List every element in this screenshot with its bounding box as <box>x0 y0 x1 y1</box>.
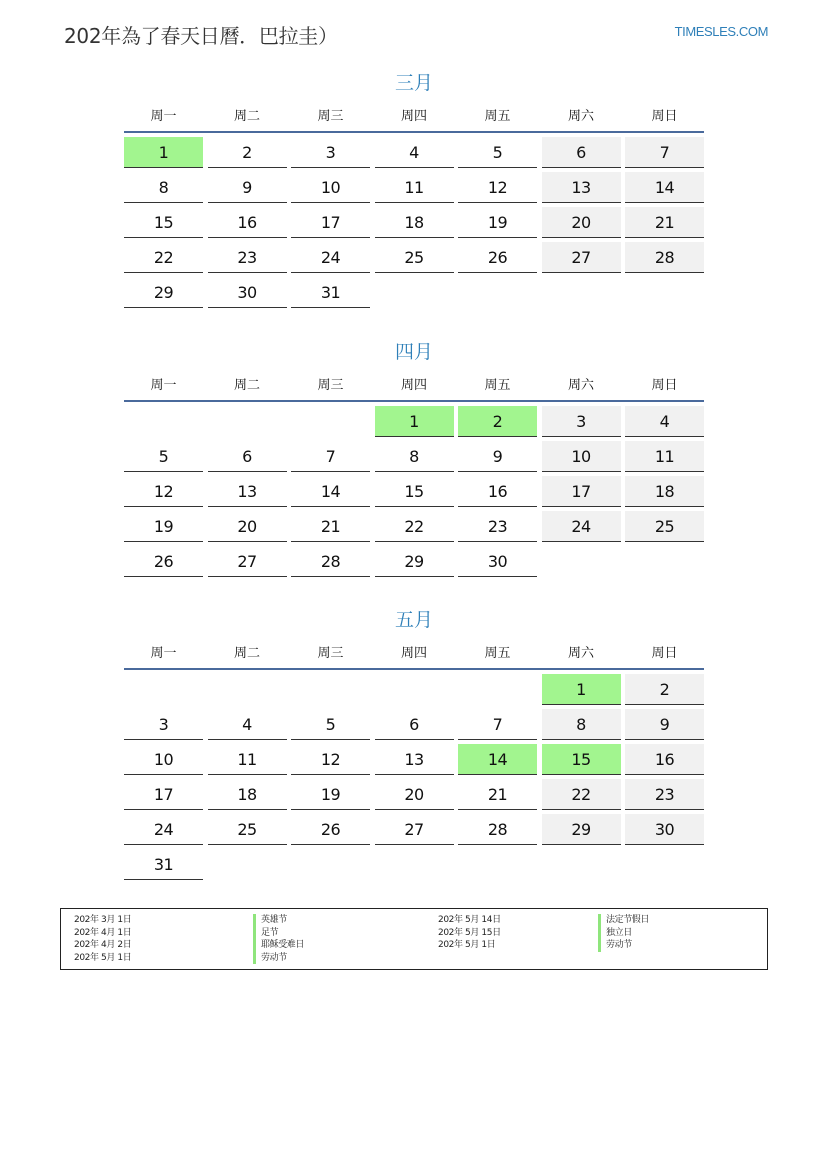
day-cell: 25 <box>625 511 704 542</box>
day-cell: 29 <box>124 277 203 308</box>
day-cell: 18 <box>375 207 454 238</box>
day-cell: 9 <box>458 441 537 472</box>
weekday-label: 周三 <box>317 109 344 124</box>
day-cell: 11 <box>208 744 287 775</box>
day-cell: 16 <box>458 476 537 507</box>
day-cell: 6 <box>375 709 454 740</box>
day-cell-empty <box>291 674 370 705</box>
day-cell: 5 <box>291 709 370 740</box>
day-cell: 4 <box>208 709 287 740</box>
weekday-label: 周五 <box>484 646 511 661</box>
day-cell-empty <box>291 406 370 437</box>
day-cell-empty <box>124 406 203 437</box>
legend-entry: 202年 4月 1日 <box>74 927 132 938</box>
day-cell: 14 <box>458 744 537 775</box>
weekday-label: 周六 <box>567 378 594 393</box>
day-cell: 7 <box>625 137 704 168</box>
day-cell-empty <box>458 277 537 308</box>
day-cell: 26 <box>124 546 203 577</box>
day-cell: 12 <box>291 744 370 775</box>
day-cell: 11 <box>375 172 454 203</box>
day-cell-empty <box>208 849 287 880</box>
day-cell: 2 <box>625 674 704 705</box>
day-cell: 3 <box>124 709 203 740</box>
day-cell-empty <box>375 277 454 308</box>
day-cell: 10 <box>291 172 370 203</box>
day-cell: 19 <box>458 207 537 238</box>
day-cell: 23 <box>625 779 704 810</box>
day-cell: 4 <box>625 406 704 437</box>
day-cell: 15 <box>124 207 203 238</box>
day-cell: 19 <box>124 511 203 542</box>
legend-entry: 202年 5月 15日 <box>438 927 501 938</box>
day-grid <box>124 406 704 577</box>
day-cell: 27 <box>375 814 454 845</box>
day-cell: 24 <box>542 511 621 542</box>
day-cell: 18 <box>208 779 287 810</box>
day-cell: 30 <box>208 277 287 308</box>
day-cell: 7 <box>291 441 370 472</box>
day-cell: 14 <box>291 476 370 507</box>
day-cell: 3 <box>542 406 621 437</box>
legend-entry: 202年 5月 14日 <box>438 915 501 925</box>
day-cell: 15 <box>375 476 454 507</box>
day-cell: 7 <box>458 709 537 740</box>
day-cell: 23 <box>458 511 537 542</box>
day-cell: 29 <box>375 546 454 577</box>
day-cell: 10 <box>124 744 203 775</box>
day-cell-empty <box>208 674 287 705</box>
day-cell: 21 <box>291 511 370 542</box>
day-cell-empty <box>291 849 370 880</box>
legend-right-names <box>598 914 649 952</box>
legend-entry: 劳动节 <box>253 952 304 965</box>
day-grid <box>124 674 704 880</box>
legend-entry: 耶稣受难日 <box>253 939 304 952</box>
day-cell: 13 <box>375 744 454 775</box>
day-cell: 1 <box>124 137 203 168</box>
day-cell: 10 <box>542 441 621 472</box>
legend-entry: 202年 5月 1日 <box>438 940 496 951</box>
day-cell: 28 <box>458 814 537 845</box>
legend-right-dates <box>438 914 501 952</box>
weekday-header <box>124 372 704 402</box>
day-cell: 24 <box>291 242 370 273</box>
legend-entry: 202年 3月 1日 <box>74 915 132 925</box>
day-cell-empty <box>208 406 287 437</box>
weekday-label: 周五 <box>484 378 511 393</box>
day-cell: 20 <box>375 779 454 810</box>
weekday-label: 周二 <box>233 378 260 393</box>
day-cell: 25 <box>375 242 454 273</box>
site-link[interactable]: TIMESLES.COM <box>674 24 768 39</box>
legend-entry: 英雄节 <box>253 914 304 927</box>
day-cell: 12 <box>458 172 537 203</box>
day-cell: 3 <box>291 137 370 168</box>
weekday-label: 周一 <box>150 109 177 124</box>
day-cell-empty <box>124 674 203 705</box>
holiday-legend <box>60 908 768 970</box>
weekday-label: 周六 <box>567 109 594 124</box>
day-cell: 31 <box>291 277 370 308</box>
weekday-label: 周二 <box>233 109 260 124</box>
month-title: 三月 <box>394 72 433 94</box>
day-cell: 1 <box>542 674 621 705</box>
legend-entry: 法定节假日 <box>598 914 649 927</box>
day-cell: 16 <box>625 744 704 775</box>
day-cell: 13 <box>208 476 287 507</box>
day-cell: 17 <box>124 779 203 810</box>
day-cell: 22 <box>124 242 203 273</box>
legend-entry: 202年 5月 1日 <box>74 952 132 963</box>
day-cell: 8 <box>542 709 621 740</box>
day-cell: 25 <box>208 814 287 845</box>
day-cell: 20 <box>542 207 621 238</box>
weekday-label: 周日 <box>651 378 678 393</box>
day-cell: 18 <box>625 476 704 507</box>
day-cell-empty <box>542 277 621 308</box>
day-cell: 31 <box>124 849 203 880</box>
weekday-label: 周二 <box>233 646 260 661</box>
day-cell: 9 <box>208 172 287 203</box>
day-cell: 1 <box>375 406 454 437</box>
day-cell: 19 <box>291 779 370 810</box>
day-grid <box>124 137 704 308</box>
day-cell: 30 <box>625 814 704 845</box>
day-cell: 4 <box>375 137 454 168</box>
month-title: 四月 <box>394 341 433 363</box>
day-cell: 23 <box>208 242 287 273</box>
legend-entry: 202年 4月 2日 <box>74 940 132 951</box>
day-cell-empty <box>625 546 704 577</box>
day-cell: 13 <box>542 172 621 203</box>
page-title: 202年為了春天日曆．巴拉圭） <box>64 24 338 48</box>
day-cell: 8 <box>124 172 203 203</box>
day-cell: 6 <box>208 441 287 472</box>
weekday-label: 周四 <box>400 646 427 661</box>
day-cell: 26 <box>291 814 370 845</box>
weekday-label: 周五 <box>484 109 511 124</box>
weekday-label: 周一 <box>150 378 177 393</box>
day-cell: 16 <box>208 207 287 238</box>
day-cell-empty <box>375 674 454 705</box>
month-block-march <box>124 68 704 308</box>
day-cell: 27 <box>208 546 287 577</box>
day-cell: 2 <box>458 406 537 437</box>
month-block-april <box>124 337 704 577</box>
day-cell-empty <box>542 546 621 577</box>
day-cell: 20 <box>208 511 287 542</box>
legend-entry: 独立日 <box>598 927 649 940</box>
day-cell: 8 <box>375 441 454 472</box>
day-cell-empty <box>625 277 704 308</box>
weekday-label: 周日 <box>651 646 678 661</box>
day-cell-empty <box>625 849 704 880</box>
weekday-label: 周四 <box>400 378 427 393</box>
day-cell: 17 <box>291 207 370 238</box>
day-cell-empty <box>458 674 537 705</box>
day-cell: 14 <box>625 172 704 203</box>
day-cell: 6 <box>542 137 621 168</box>
day-cell: 2 <box>208 137 287 168</box>
month-title: 五月 <box>394 609 433 631</box>
month-block-may <box>124 605 704 880</box>
day-cell-empty <box>458 849 537 880</box>
day-cell: 22 <box>542 779 621 810</box>
day-cell-empty <box>375 849 454 880</box>
legend-entry: 足节 <box>253 927 304 940</box>
day-cell: 9 <box>625 709 704 740</box>
legend-left-dates <box>74 914 131 964</box>
day-cell: 24 <box>124 814 203 845</box>
day-cell: 26 <box>458 242 537 273</box>
day-cell: 5 <box>124 441 203 472</box>
weekday-label: 周日 <box>651 109 678 124</box>
day-cell: 29 <box>542 814 621 845</box>
day-cell: 12 <box>124 476 203 507</box>
day-cell: 11 <box>625 441 704 472</box>
day-cell: 5 <box>458 137 537 168</box>
day-cell: 28 <box>291 546 370 577</box>
weekday-label: 周一 <box>150 646 177 661</box>
day-cell: 21 <box>458 779 537 810</box>
legend-left-names <box>253 914 304 964</box>
day-cell: 15 <box>542 744 621 775</box>
day-cell: 27 <box>542 242 621 273</box>
weekday-header <box>124 640 704 670</box>
weekday-header <box>124 103 704 133</box>
day-cell: 28 <box>625 242 704 273</box>
day-cell: 21 <box>625 207 704 238</box>
legend-entry: 劳动节 <box>598 939 649 952</box>
day-cell: 17 <box>542 476 621 507</box>
day-cell: 22 <box>375 511 454 542</box>
day-cell: 30 <box>458 546 537 577</box>
weekday-label: 周三 <box>317 646 344 661</box>
weekday-label: 周三 <box>317 378 344 393</box>
weekday-label: 周六 <box>567 646 594 661</box>
day-cell-empty <box>542 849 621 880</box>
weekday-label: 周四 <box>400 109 427 124</box>
